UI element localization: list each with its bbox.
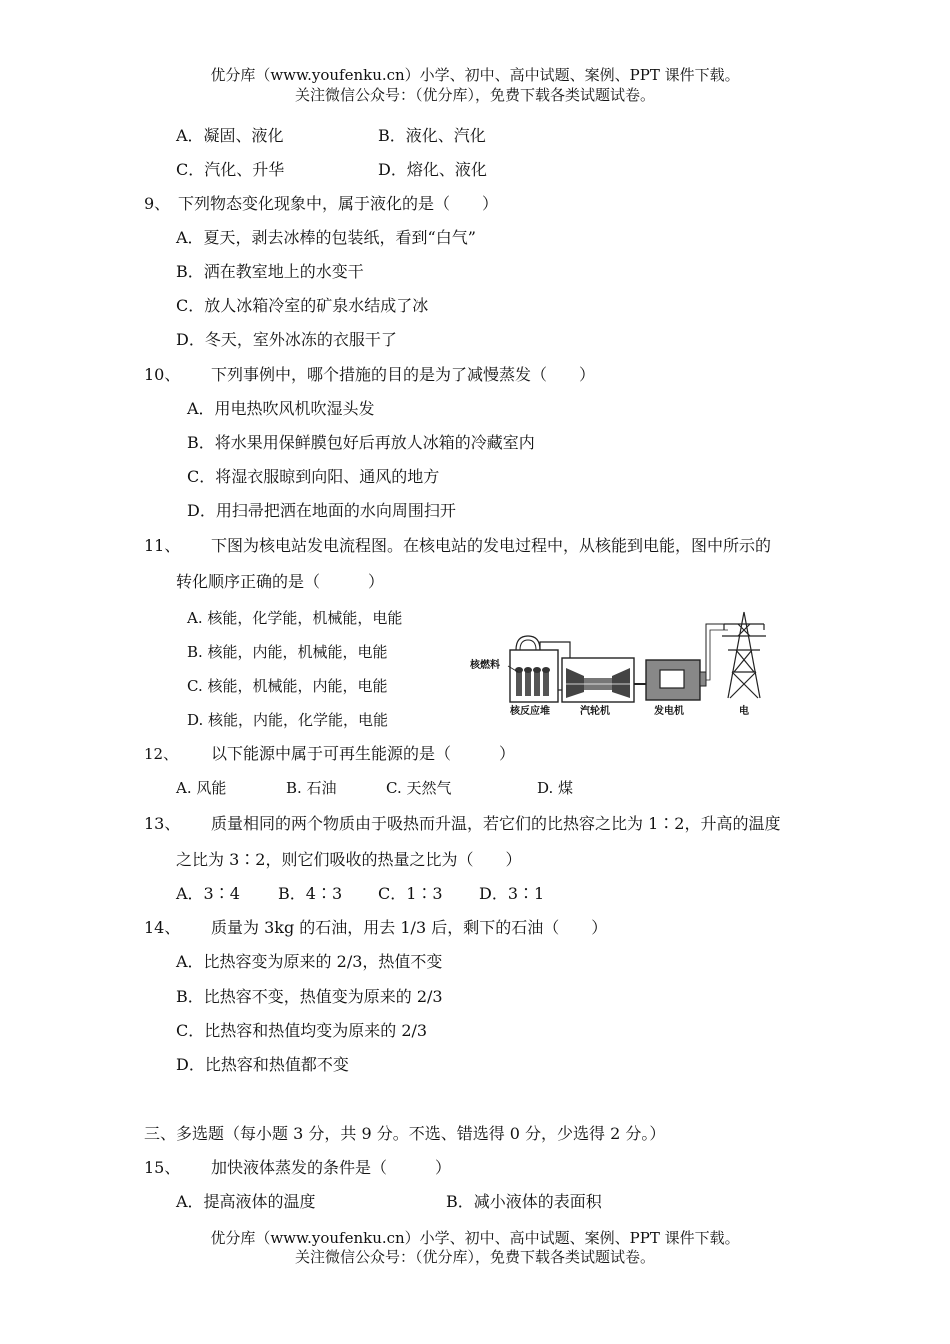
- q11-stem-line-1: 下图为核电站发电流程图。在核电站的发电过程中，从核能到电能，图中所示的: [211, 536, 772, 555]
- footer-line-1: 优分库（www.youfenku.cn）小学、初中、高中试题、案例、PPT 课件下载。: [210, 1229, 740, 1247]
- q10-stem: 下列事例中，哪个措施的目的是为了减慢蒸发（ ）: [211, 365, 596, 384]
- fuel-label: 核燃料: [470, 660, 500, 671]
- q11-option-a: A. 核能，化学能，机械能，电能: [187, 609, 403, 627]
- q9-option-c: C．放人冰箱冷室的矿泉水结成了冰: [176, 296, 429, 315]
- turbine-label: 汽轮机: [580, 706, 610, 717]
- power-label: 电: [739, 706, 749, 717]
- q14-stem: 质量为 3kg 的石油，用去 1/3 后，剩下的石油（ ）: [211, 918, 608, 937]
- q13-number: 13、: [144, 814, 181, 833]
- q11-number: 11、: [144, 536, 181, 555]
- q11-option-c: C. 核能，机械能，内能，电能: [187, 677, 388, 695]
- q8-option-a: A．凝固、液化: [176, 126, 284, 145]
- q13-option-b: B．4∶3: [278, 884, 343, 903]
- q11-stem-line-2: 转化顺序正确的是（ ）: [176, 572, 385, 591]
- generator-label: 发电机: [654, 706, 684, 717]
- turbine-icon: [562, 658, 634, 702]
- q11-option-d: D. 核能，内能，化学能，电能: [187, 711, 389, 729]
- header-line-2: 关注微信公众号：（优分库），免费下载各类试题试卷。: [294, 86, 655, 104]
- q10-option-c: C．将湿衣服晾到向阳、通风的地方: [187, 467, 440, 486]
- q15-number: 15、: [144, 1158, 181, 1177]
- q9-option-a: A．夏天，剥去冰棒的包装纸，看到“白气”: [176, 228, 476, 247]
- q12-option-c: C. 天然气: [386, 779, 452, 797]
- q12-option-a: A. 风能: [176, 779, 227, 797]
- reactor-label: 核反应堆: [510, 706, 550, 717]
- section-3-title: 三、多选题（每小题 3 分，共 9 分。不选、错选得 0 分，少选得 2 分。）: [144, 1124, 666, 1143]
- q9-number: 9、: [144, 194, 171, 213]
- q12-option-d: D. 煤: [537, 779, 574, 797]
- reactor-icon: [510, 636, 558, 702]
- q8-option-d: D．熔化、液化: [378, 160, 487, 179]
- q10-option-a: A．用电热吹风机吹湿头发: [187, 399, 375, 418]
- q9-option-b: B．洒在教室地上的水变干: [176, 262, 364, 281]
- generator-icon: [646, 660, 706, 700]
- q13-stem-line-2: 之比为 3∶2，则它们吸收的热量之比为（ ）: [176, 850, 522, 869]
- q13-option-c: C．1∶3: [378, 884, 443, 903]
- q8-option-b: B．液化、汽化: [378, 126, 486, 145]
- q14-option-a: A．比热容变为原来的 2/3，热值不变: [176, 952, 443, 971]
- q15-option-b: B．减小液体的表面积: [446, 1192, 602, 1211]
- nuclear-power-flow-diagram: [466, 610, 786, 720]
- q10-option-b: B．将水果用保鲜膜包好后再放人冰箱的冷藏室内: [187, 433, 535, 452]
- header-line-1: 优分库（www.youfenku.cn）小学、初中、高中试题、案例、PPT 课件下载。: [210, 66, 740, 84]
- q12-number: 12、: [144, 745, 179, 763]
- q8-option-c: C．汽化、升华: [176, 160, 285, 179]
- q13-stem-line-1: 质量相同的两个物质由于吸热而升温，若它们的比热容之比为 1∶2，升高的温度: [211, 814, 781, 833]
- q9-option-d: D．冬天，室外冰冻的衣服干了: [176, 330, 397, 349]
- q15-stem: 加快液体蒸发的条件是（ ）: [211, 1158, 452, 1177]
- q13-option-d: D．3∶1: [479, 884, 545, 903]
- q12-stem: 以下能源中属于可再生能源的是（ ）: [211, 744, 516, 763]
- q14-option-b: B．比热容不变，热值变为原来的 2/3: [176, 987, 443, 1006]
- q13-option-a: A．3∶4: [176, 884, 240, 903]
- q10-number: 10、: [144, 365, 181, 384]
- q9-stem: 下列物态变化现象中，属于液化的是（ ）: [178, 194, 499, 213]
- q12-option-b: B. 石油: [286, 779, 337, 797]
- power-tower-icon: [722, 612, 766, 698]
- q14-option-c: C．比热容和热值均变为原来的 2/3: [176, 1021, 428, 1040]
- q14-option-d: D．比热容和热值都不变: [176, 1055, 349, 1074]
- q15-option-a: A．提高液体的温度: [176, 1192, 316, 1211]
- footer-line-2: 关注微信公众号：（优分库），免费下载各类试题试卷。: [294, 1248, 655, 1266]
- q14-number: 14、: [144, 918, 181, 937]
- q11-option-b: B. 核能，内能，机械能，电能: [187, 643, 388, 661]
- q10-option-d: D．用扫帚把洒在地面的水向周围扫开: [187, 501, 456, 520]
